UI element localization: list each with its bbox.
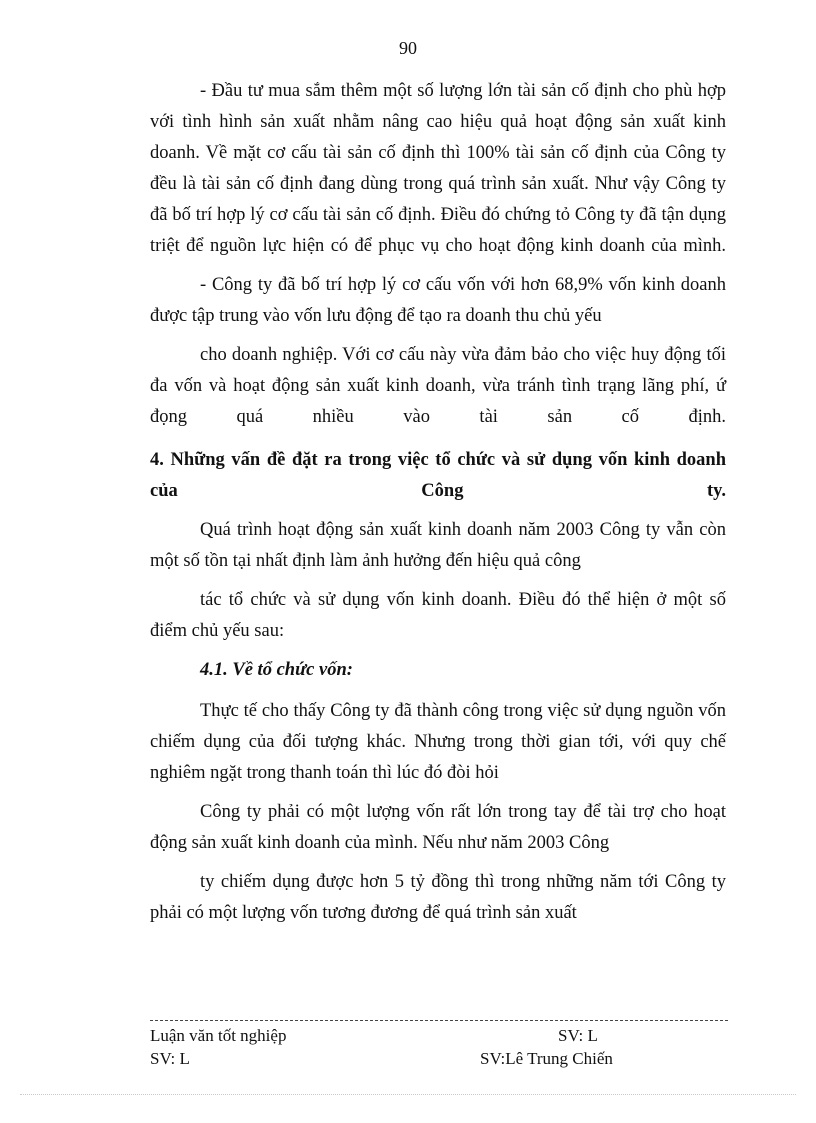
page-bottom-divider [20,1094,796,1095]
footer-row-2 [150,1047,650,1070]
section-heading-4: 4. Những vấn đề đặt ra trong việc tổ chức và sử dụng vốn kinh doanh của Công ty. [150,450,726,501]
document-body [150,76,726,929]
paragraph-capital-organization: Thực tế cho thấy Công ty đã thành công trong việc sử dụng nguồn vốn chiếm dụng của đối tượng khác. Nhưng trong thời gian tới, với quy chế nghiêm ngặt trong thanh toán thì lúc đó đòi hỏi [150,701,726,783]
paragraph-capital-requirement-cont: ty chiếm dụng được hơn 5 tỷ đồng thì trong những năm tới Công ty phải có một lượng vốn tương đương để quá trình sản xuất [150,872,726,923]
paragraph-fixed-assets: - Đầu tư mua sắm thêm một số lượng lớn tài sản cố định cho phù hợp với tình hình sản xuất nhằm nâng cao hiệu quả hoạt động sản xuất kinh doanh. Về mặt cơ cấu tài sản cố định thì 100% tài sản cố định của Công ty đều là tài sản cố định đang dùng trong quá trình sản xuất. Như vậy Công ty đã bố trí hợp lý cơ cấu tài sản cố định. Điều đó chứng tỏ Công ty đã tận dụng triệt để nguồn lực hiện có để phục vụ cho hoạt động kinh doanh của mình. [150,81,726,256]
paragraph-issues-intro-cont: tác tổ chức và sử dụng vốn kinh doanh. Điều đó thể hiện ở một số điểm chủ yếu sau: [150,590,726,641]
page-footer [150,1024,650,1070]
paragraph-capital-requirement: Công ty phải có một lượng vốn rất lớn trong tay để tài trợ cho hoạt động sản xuất kinh doanh của mình. Nếu như năm 2003 Công [150,802,726,853]
footer-student-name: SV:Lê Trung Chiến [480,1049,613,1068]
paragraph-capital-structure: - Công ty đã bố trí hợp lý cơ cấu vốn với hơn 68,9% vốn kinh doanh được tập trung vào vốn lưu động để tạo ra doanh thu chủ yếu [150,275,726,326]
footer-row-1 [150,1024,650,1047]
page-number: 90 [399,38,417,58]
footer-divider [150,1020,728,1021]
subsection-heading-4-1: 4.1. Về tổ chức vốn: [200,660,353,680]
paragraph-issues-intro: Quá trình hoạt động sản xuất kinh doanh năm 2003 Công ty vẫn còn một số tồn tại nhất định làm ảnh hưởng đến hiệu quả công [150,520,726,571]
paragraph-capital-structure-cont: cho doanh nghiệp. Với cơ cấu này vừa đảm bảo cho việc huy động tối đa vốn và hoạt động sản xuất kinh doanh, vừa tránh tình trạng lãng phí, ứ đọng quá nhiều vào tài sản cố định. [150,345,726,427]
footer-student-short-2: SV: L [150,1049,190,1068]
footer-thesis-label: Luận văn tốt nghiệp [150,1026,287,1045]
footer-student-short-1: SV: L [558,1026,598,1045]
